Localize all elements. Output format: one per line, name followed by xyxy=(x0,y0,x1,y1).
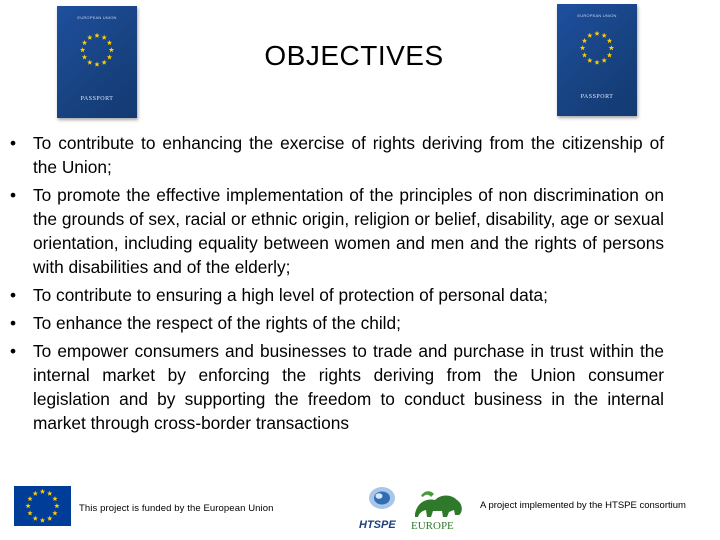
star-icon xyxy=(580,45,585,50)
funded-by-text: This project is funded by the European Union xyxy=(79,503,274,514)
list-item-text: To empower consumers and businesses to trade and purchase in trust within the internal market by enforcing the rights deriving from the Union consumer legislation and by supporting the freedom to conduct business in the internal market through cross-border transactions xyxy=(33,341,664,433)
star-icon xyxy=(102,60,107,65)
list-item-text: To enhance the respect of the rights of the child; xyxy=(33,313,401,333)
slide-title: OBJECTIVES xyxy=(264,40,444,71)
star-icon xyxy=(87,60,92,65)
star-icon xyxy=(582,52,587,57)
passport-bottom-text: PASSPORT xyxy=(80,96,114,102)
star-icon xyxy=(52,510,57,515)
star-icon xyxy=(25,503,30,508)
star-icon xyxy=(109,47,114,52)
star-icon xyxy=(602,58,607,63)
star-icon xyxy=(33,516,38,521)
europe-logo-icon xyxy=(407,484,469,532)
list-item xyxy=(6,339,664,435)
star-icon xyxy=(82,54,87,59)
eu-stars-icon xyxy=(14,486,71,526)
eu-stars-icon xyxy=(577,28,617,68)
eu-flag-icon xyxy=(14,486,71,526)
bullet-icon: • xyxy=(9,341,17,361)
star-icon xyxy=(47,516,52,521)
europe-logo-text: EUROPE xyxy=(411,520,454,532)
star-icon xyxy=(54,503,59,508)
star-icon xyxy=(607,52,612,57)
star-icon xyxy=(40,489,45,494)
star-icon xyxy=(582,38,587,43)
list-item xyxy=(6,283,664,307)
passport-image-left xyxy=(57,6,137,118)
star-icon xyxy=(87,35,92,40)
passport-top-text: EUROPEAN UNION xyxy=(77,15,117,20)
star-icon xyxy=(82,40,87,45)
bullet-icon: • xyxy=(9,285,17,305)
star-icon xyxy=(40,518,45,523)
list-item-text: To promote the effective implementation of the principles of non discrimination on the grounds of sex, racial or ethnic origin, religion or belief, disability, age or sexual orientation, including equality between women and men and the rights of persons with disabilities and of the elderly; xyxy=(33,185,664,277)
objectives-list xyxy=(6,131,664,439)
star-icon xyxy=(107,54,112,59)
star-icon xyxy=(80,47,85,52)
passport-image-right xyxy=(557,4,637,116)
star-icon xyxy=(107,40,112,45)
star-icon xyxy=(594,31,599,36)
bullet-icon: • xyxy=(9,185,17,205)
list-item xyxy=(6,183,664,279)
star-icon xyxy=(587,33,592,38)
list-item xyxy=(6,311,664,335)
star-icon xyxy=(27,510,32,515)
star-icon xyxy=(94,62,99,67)
list-item-text: To contribute to ensuring a high level of protection of personal data; xyxy=(33,285,548,305)
star-icon xyxy=(594,60,599,65)
bullet-icon: • xyxy=(9,313,17,333)
htspe-logo-icon xyxy=(356,484,406,532)
star-icon xyxy=(602,33,607,38)
star-icon xyxy=(607,38,612,43)
implemented-by-text: A project implemented by the HTSPE consortium xyxy=(480,500,686,511)
star-icon xyxy=(102,35,107,40)
passport-top-text: EUROPEAN UNION xyxy=(577,13,617,18)
star-icon xyxy=(587,58,592,63)
htspe-logo-text: HTSPE xyxy=(359,519,396,531)
star-icon xyxy=(609,45,614,50)
list-item-text: To contribute to enhancing the exercise of rights deriving from the citizenship of the Union; xyxy=(33,133,664,177)
star-icon xyxy=(52,496,57,501)
eu-stars-icon xyxy=(77,30,117,70)
bullet-icon: • xyxy=(9,133,17,153)
star-icon xyxy=(94,33,99,38)
star-icon xyxy=(27,496,32,501)
star-icon xyxy=(33,491,38,496)
star-icon xyxy=(47,491,52,496)
list-item xyxy=(6,131,664,179)
passport-bottom-text: PASSPORT xyxy=(580,94,614,100)
